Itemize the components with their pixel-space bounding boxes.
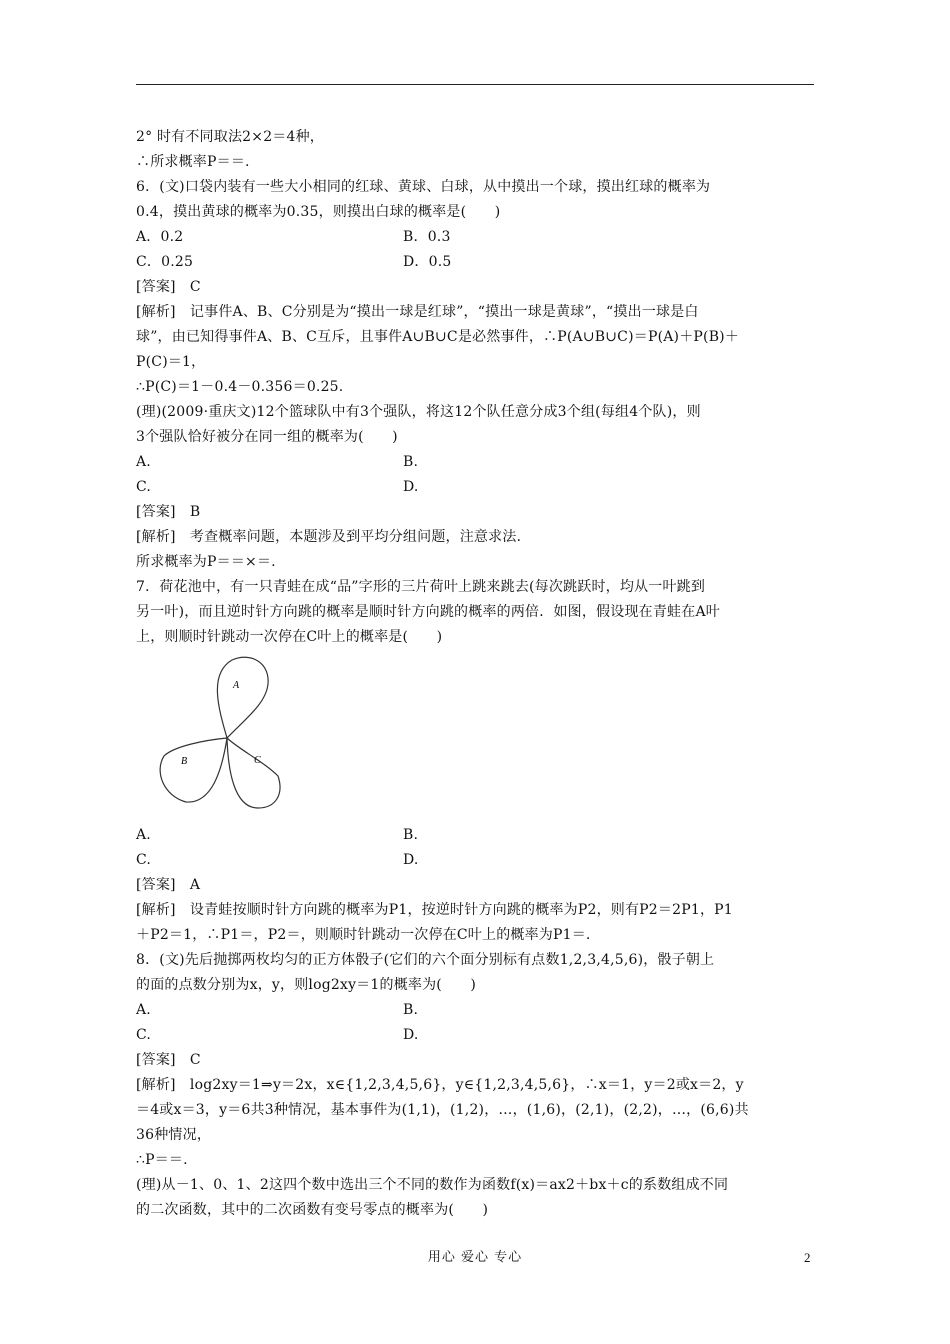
answer: [答案] C [136,279,201,295]
page-footer: 用心 爱心 专心 [427,1250,523,1265]
leaf-label-b: B [181,756,188,767]
analysis: [解析] 记事件A、B、C分别是为“摸出一球是红球”，“摸出一球是黄球”，“摸出一球是白 [136,304,699,320]
question-8-li-stem: (理)从－1、0、1、2这四个数中选出三个不同的数作为函数f(x)＝ax2＋bx＋c的系数组成不同 [136,1177,729,1193]
option-d: D．0.5 [403,254,452,270]
answer: [答案] A [136,877,201,893]
analysis: [解析] log2xy＝1⇒y＝2x，x∈{1,2,3,4,5,6}，y∈{1,2,3,4,5,6}，∴x＝1，y＝2或x＝2，y [136,1077,744,1093]
text-line: 的二次函数，其中的二次函数有变号零点的概率为( ) [136,1202,489,1218]
leaf-label-a: A [233,680,240,691]
text-line: 3个强队恰好被分在同一组的概率为( ) [136,429,398,445]
answer: [答案] C [136,1052,201,1068]
option-a: A. [136,454,151,470]
question-6-stem: 6．(文)口袋内装有一些大小相同的红球、黄球、白球，从中摸出一个球，摸出红球的概率为 [136,179,711,195]
leaf-label-c: C [254,755,261,766]
text-line: 0.4，摸出黄球的概率为0.35，则摸出白球的概率是( ) [136,204,501,220]
question-6-li-stem: (理)(2009·重庆文)12个篮球队中有3个强队，将这12个队任意分成3个组(每组4个队)，则 [136,404,701,420]
lotus-leaves-figure [136,650,336,810]
text-line: ∴P＝＝. [136,1152,188,1168]
text-line: 另一叶)，而且逆时针方向跳的概率是顺时针方向跳的概率的两倍．如图，假设现在青蛙在A叶 [136,604,720,620]
text-line: 所求概率为P＝＝×＝. [136,554,276,570]
text-line: P(C)＝1， [136,354,206,370]
option-d: D. [403,479,419,495]
option-d: D. [403,1027,419,1043]
answer: [答案] B [136,504,201,520]
text-line: ∴P(C)＝1－0.4－0.356＝0.25. [136,379,344,395]
text-line: 球”，由已知得事件A、B、C互斥，且事件A∪B∪C是必然事件，∴P(A∪B∪C)＝P(A)＋P(B)＋ [136,329,740,345]
text-line: 2° 时有不同取法2×2＝4种， [136,129,325,145]
analysis: [解析] 考查概率问题，本题涉及到平均分组问题，注意求法. [136,529,522,545]
leaf-b [160,738,227,802]
option-c: C. [136,479,152,495]
leaf-a [217,657,268,738]
text-line: ＋P2＝1，∴P1＝，P2＝，则顺时针跳动一次停在C叶上的概率为P1＝. [136,927,591,943]
option-b: B. [403,827,419,843]
option-d: D. [403,852,419,868]
text-line: ＝4或x＝3，y＝6共3种情况，基本事件为(1,1)，(1,2)，…，(1,6)，(2,1)，(2,2)，…，(6,6)共 [136,1102,749,1118]
option-c: C．0.25 [136,254,194,270]
header-rule [136,84,814,85]
text-line: 36种情况， [136,1127,212,1143]
option-b: B．0.3 [403,229,451,245]
leaf-c [227,738,280,808]
page-number: 2 [804,1250,811,1265]
analysis: [解析] 设青蛙按顺时针方向跳的概率为P1，按逆时针方向跳的概率为P2，则有P2＝2P1，P1 [136,902,733,918]
text-line: 上，则顺时针跳动一次停在C叶上的概率是( ) [136,629,443,645]
text-line: 的面的点数分别为x，y，则log2xy＝1的概率为( ) [136,977,477,993]
question-8-stem: 8．(文)先后抛掷两枚均匀的正方体骰子(它们的六个面分别标有点数1,2,3,4,5,6)，骰子朝上 [136,952,715,968]
question-7-stem: 7．荷花池中，有一只青蛙在成“品”字形的三片荷叶上跳来跳去(每次跳跃时，均从一叶跳到 [136,579,706,595]
option-a: A. [136,827,151,843]
option-a: A. [136,1002,151,1018]
text-line: ∴所求概率P＝＝. [136,154,250,170]
option-b: B. [403,1002,419,1018]
option-c: C. [136,852,152,868]
option-c: C. [136,1027,152,1043]
option-a: A．0.2 [136,229,184,245]
option-b: B. [403,454,419,470]
